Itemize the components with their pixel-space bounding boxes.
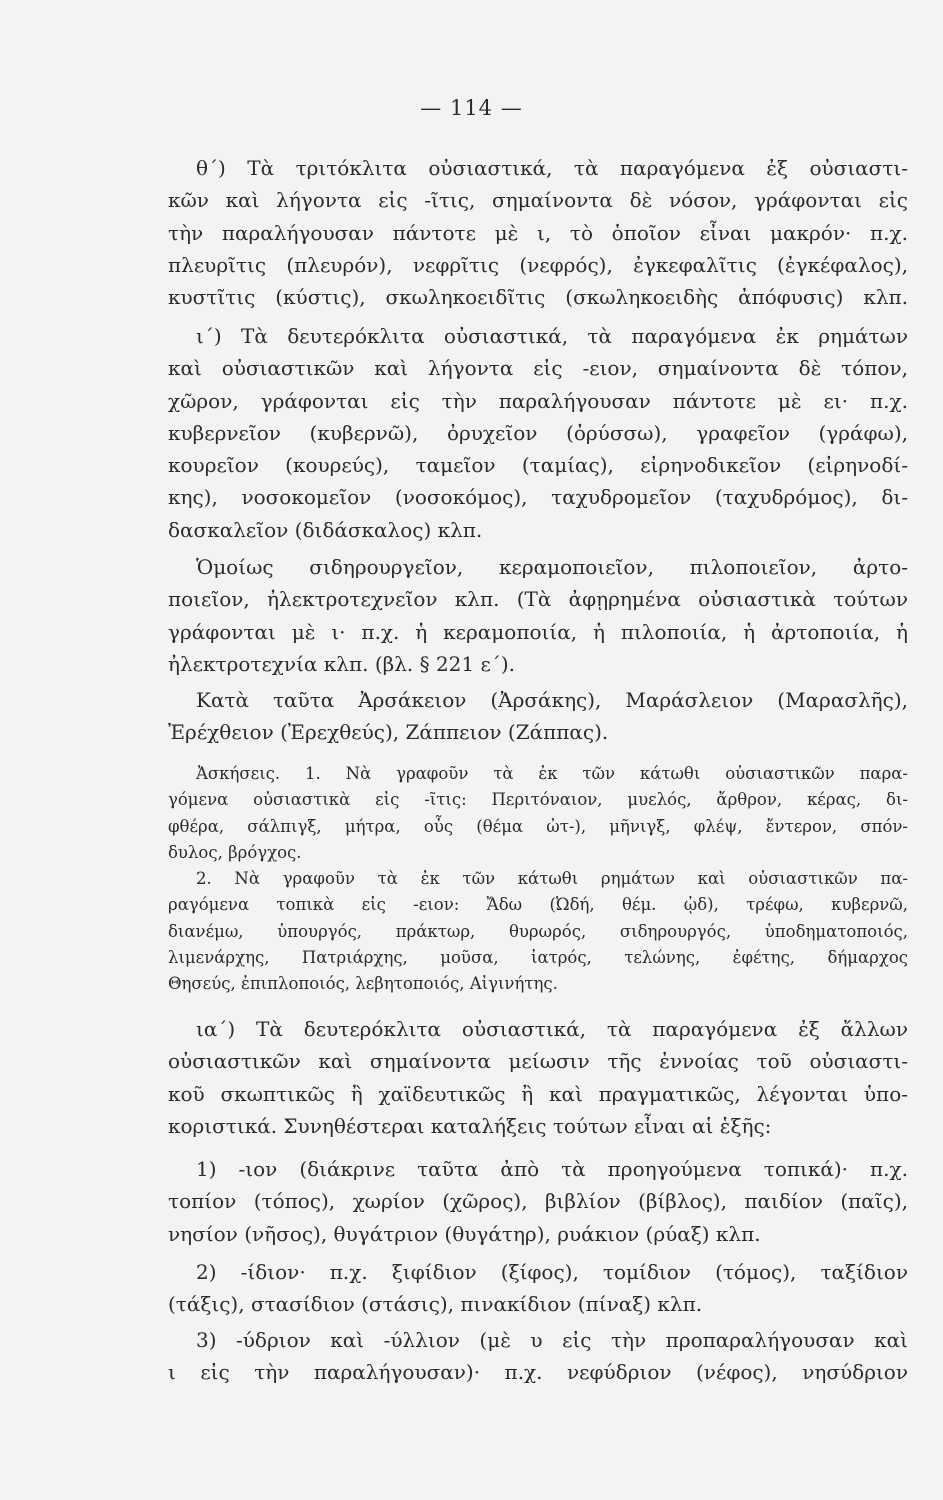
text-line: γόμενα οὐσιαστικὰ εἰς -ῖτις: Περιτόναιον, μυελός, ἄρθρον, κέρας, δι-: [168, 790, 908, 810]
text-line: ι΄) Τὰ δευτερόκλιτα οὐσιαστικά, τὰ παραγόμενα ἐκ ρημάτων: [196, 324, 908, 348]
text-line: 2. Νὰ γραφοῦν τὰ ἐκ τῶν κάτωθι ρημάτων καὶ οὐσιαστικῶν πα-: [196, 869, 908, 889]
text-line: πλευρῖτις (πλευρόν), νεφρῖτις (νεφρός), ἐγκεφαλῖτις (ἐγκέφαλος),: [168, 252, 908, 277]
text-line: καὶ οὐσιαστικῶν καὶ λήγοντα εἰς -ειον, σημαίνοντα δὲ τόπον,: [168, 356, 908, 381]
text-line: κοριστικά. Συνηθέστεραι καταλήξεις τούτων εἶναι αἱ ἑξῆς:: [168, 1113, 772, 1138]
text-line: λιμενάρχης, Πατριάρχης, μοῦσα, ἰατρός, τελώνης, ἐφέτης, δήμαρχος: [168, 948, 908, 968]
paragraph-theta: [168, 152, 908, 313]
text-line: δασκαλεῖον (διδάσκαλος) κλπ.: [168, 517, 483, 542]
text-line: φθέρα, σάλπιγξ, μήτρα, οὖς (θέμα ὠτ-), μῆνιγξ, φλέψ, ἔντερον, σπόν-: [168, 816, 908, 836]
text-line: νησίον (νῆσος), θυγάτριον (θυγάτηρ), ρυάκιον (ρύαξ) κλπ.: [168, 1221, 761, 1246]
text-line: 2) -ίδιον· π.χ. ξιφίδιον (ξίφος), τομίδιον (τόμος), ταξίδιον: [196, 1260, 908, 1284]
page-number: — 114 —: [420, 96, 523, 120]
text-line: θ΄) Τὰ τριτόκλιτα οὐσιαστικά, τὰ παραγόμενα ἐξ οὐσιαστι-: [196, 156, 908, 180]
text-line: ια΄) Τὰ δευτερόκλιτα οὐσιαστικά, τὰ παραγόμενα ἐξ ἄλλων: [196, 1017, 908, 1041]
text-line: τὴν παραλήγουσαν πάντοτε μὲ ι, τὸ ὁποῖον εἶναι μακρόν· π.χ.: [168, 220, 908, 245]
text-line: κυστῖτις (κύστις), σκωληκοειδῖτις (σκωληκοειδὴς ἀπόφυσις) κλπ.: [168, 285, 908, 310]
paragraph-item-3: [168, 1324, 908, 1389]
text-line: ι εἰς τὴν παραλήγουσαν)· π.χ. νεφύδριον (νέφος), νησύδριον: [168, 1360, 908, 1385]
text-line: κουρεῖον (κουρεύς), ταμεῖον (ταμίας), εἰρηνοδικεῖον (εἰρηνοδί-: [168, 453, 908, 478]
paragraph-homoios: [168, 551, 908, 680]
text-line: Ὁμοίως σιδηρουργεῖον, κεραμοποιεῖον, πιλοποιεῖον, ἀρτο-: [196, 555, 908, 579]
text-line: 1) -ιον (διάκρινε ταῦτα ἀπὸ τὰ προηγούμενα τοπικά)· π.χ.: [196, 1157, 908, 1181]
text-line: ἠλεκτροτεχνία κλπ. (βλ. § 221 ε΄).: [168, 651, 515, 676]
paragraph-iota: [168, 320, 908, 546]
text-line: κυβερνεῖον (κυβερνῶ), ὀρυχεῖον (ὀρύσσω), γραφεῖον (γράφω),: [168, 420, 908, 445]
text-line: οὐσιαστικῶν καὶ σημαίνοντα μείωσιν τῆς ἐννοίας τοῦ οὐσιαστι-: [168, 1049, 908, 1074]
paragraph-item-2: [168, 1256, 908, 1321]
text-line: Ἐρέχθειον (Ἐρεχθεύς), Ζάππειον (Ζάππας).: [168, 720, 609, 745]
text-line: διανέμω, ὑπουργός, πράκτωρ, θυρωρός, σιδηρουργός, ὑποδηματοποιός,: [168, 921, 908, 941]
text-line: ραγόμενα τοπικὰ εἰς -ειον: Ἄδω (Ὠδή, θέμ. ᾠδ), τρέφω, κυβερνῶ,: [168, 895, 908, 915]
text-line: κης), νοσοκομεῖον (νοσοκόμος), ταχυδρομεῖον (ταχυδρόμος), δι-: [168, 485, 908, 510]
text-line: δυλος, βρόγχος.: [168, 842, 302, 862]
text-line: Κατὰ ταῦτα Ἀρσάκειον (Ἀρσάκης), Μαράσλειον (Μαρασλῆς),: [196, 688, 908, 712]
text-line: γράφονται μὲ ι· π.χ. ἡ κεραμοποιία, ἡ πιλοποιία, ἡ ἀρτοποιία, ἡ: [168, 619, 908, 644]
paragraph-kata: [168, 684, 908, 749]
text-line: κῶν καὶ λήγοντα εἰς -ῖτις, σημαίνοντα δὲ νόσον, γράφονται εἰς: [168, 188, 908, 213]
text-line: κοῦ σκωπτικῶς ἢ χαϊδευτικῶς ἢ καὶ πραγματικῶς, λέγονται ὑπο-: [168, 1081, 908, 1106]
paragraph-item-1: [168, 1153, 908, 1250]
text-line: χῶρον, γράφονται εἰς τὴν παραλήγουσαν πάντοτε μὲ ει· π.χ.: [168, 388, 908, 413]
exercises-block: [168, 761, 908, 998]
text-line: Ἀσκήσεις. 1. Νὰ γραφοῦν τὰ ἐκ τῶν κάτωθι οὐσιαστικῶν παρα-: [196, 764, 908, 783]
text-line: τοπίον (τόπος), χωρίον (χῶρος), βιβλίον (βίβλος), παιδίον (παῖς),: [168, 1189, 908, 1214]
paragraph-ia: [168, 1013, 908, 1142]
text-line: (τάξις), στασίδιον (στάσις), πινακίδιον (πίναξ) κλπ.: [168, 1292, 703, 1317]
text-line: 3) -ύδριον καὶ -ύλλιον (μὲ υ εἰς τὴν προπαραλήγουσαν καὶ: [196, 1328, 908, 1352]
text-line: ποιεῖον, ἠλεκτροτεχνεῖον κλπ. (Τὰ ἀφῃρημένα οὐσιαστικὰ τούτων: [168, 587, 908, 612]
text-line: Θησεύς, ἐπιπλοποιός, λεβητοποιός, Αἰγινήτης.: [168, 974, 558, 994]
